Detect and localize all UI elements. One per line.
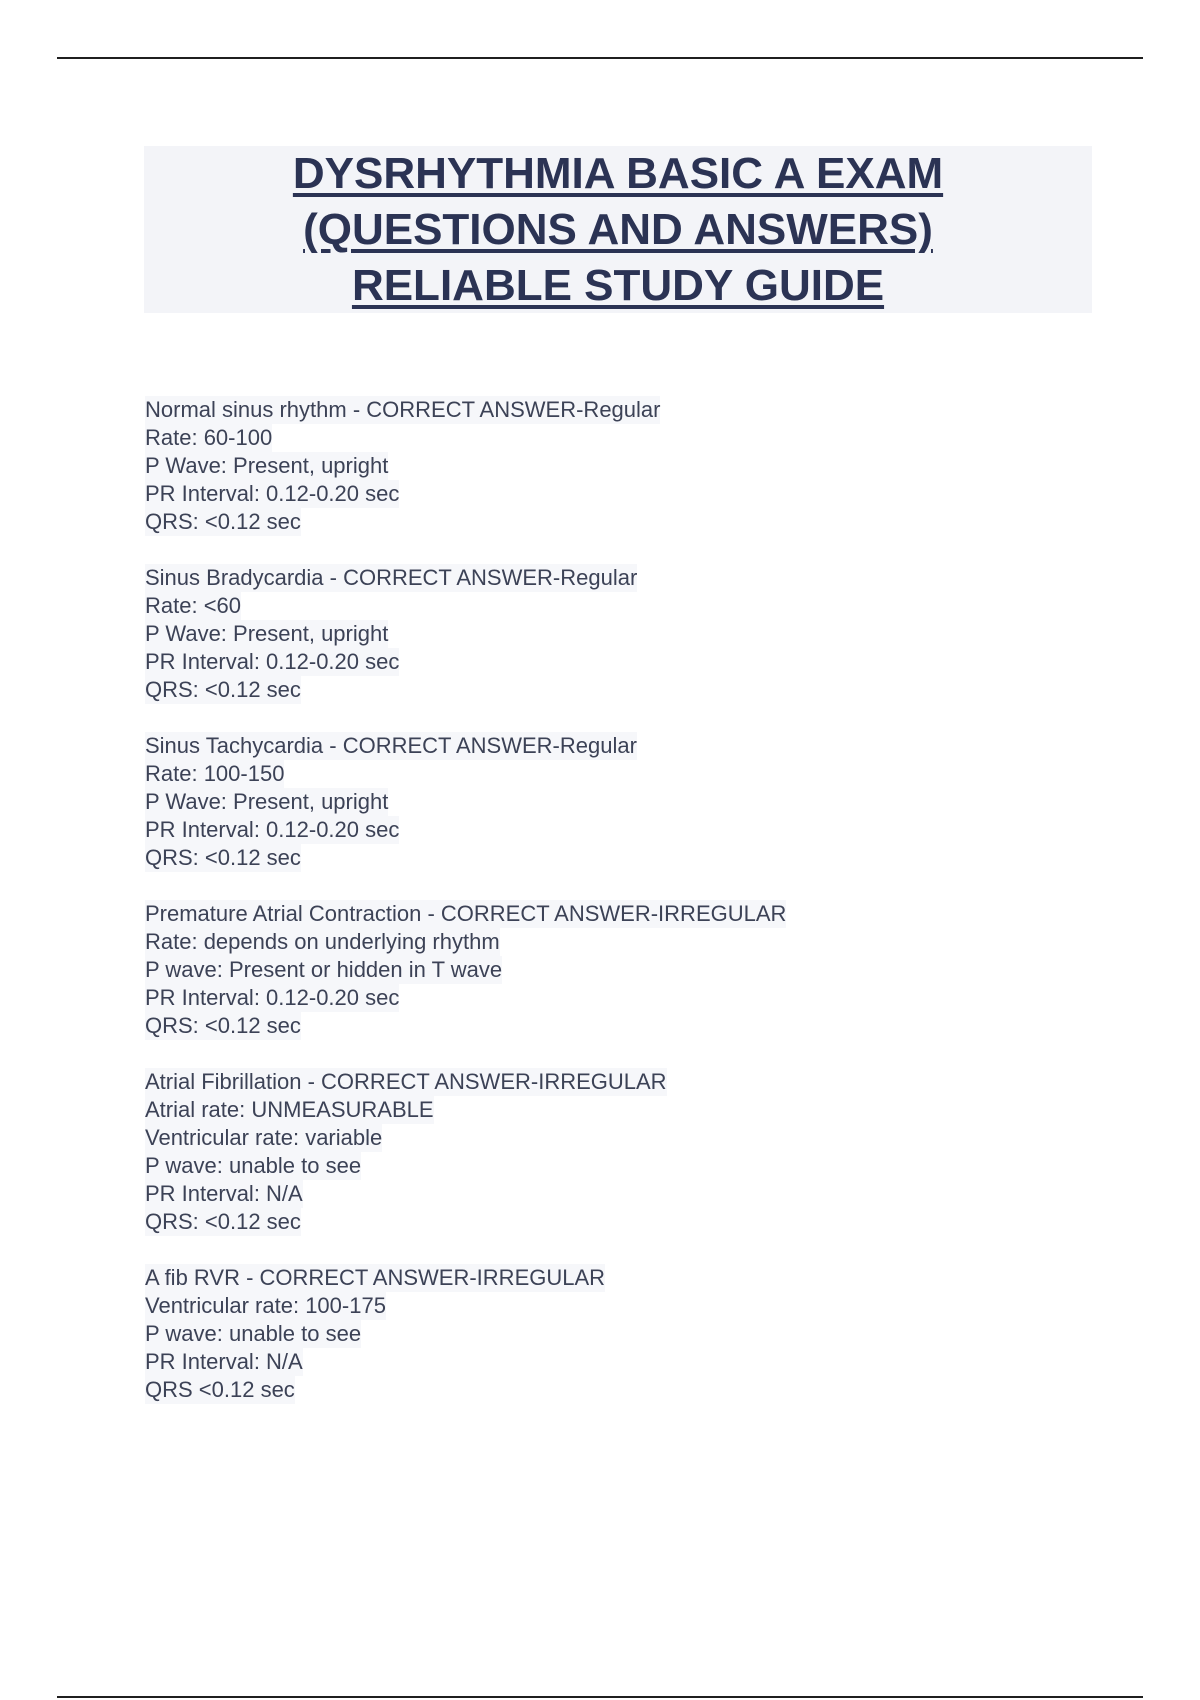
qa-detail: QRS: <0.12 sec xyxy=(145,845,301,870)
qa-detail: P wave: unable to see xyxy=(145,1153,362,1178)
qa-detail: Atrial rate: UNMEASURABLE xyxy=(145,1097,434,1122)
qa-detail: Ventricular rate: variable xyxy=(145,1125,383,1150)
qa-detail: PR Interval: 0.12-0.20 sec xyxy=(145,817,400,842)
qa-detail: QRS <0.12 sec xyxy=(145,1377,295,1402)
document-title xyxy=(144,146,1092,313)
qa-detail: QRS: <0.12 sec xyxy=(145,677,301,702)
qa-entry-premature-atrial-contraction xyxy=(145,900,1045,1040)
qa-entry-a-fib-rvr xyxy=(145,1264,1045,1404)
qa-detail: QRS: <0.12 sec xyxy=(145,509,301,534)
qa-heading: Normal sinus rhythm - CORRECT ANSWER-Regular xyxy=(145,397,661,422)
qa-detail: P wave: Present or hidden in T wave xyxy=(145,957,503,982)
qa-detail: P wave: unable to see xyxy=(145,1321,362,1346)
qa-heading: Sinus Tachycardia - CORRECT ANSWER-Regular xyxy=(145,733,637,758)
qa-detail: Rate: depends on underlying rhythm xyxy=(145,929,500,954)
qa-detail: P Wave: Present, upright xyxy=(145,789,389,814)
qa-entry-normal-sinus-rhythm xyxy=(145,396,1045,536)
title-line-3: RELIABLE STUDY GUIDE xyxy=(351,260,885,310)
qa-detail: P Wave: Present, upright xyxy=(145,453,389,478)
title-line-1: DYSRHYTHMIA BASIC A EXAM xyxy=(292,148,944,198)
top-divider xyxy=(57,57,1143,59)
qa-entry-sinus-tachycardia xyxy=(145,732,1045,872)
qa-heading: Premature Atrial Contraction - CORRECT ANSWER-IRREGULAR xyxy=(145,901,787,926)
qa-entry-sinus-bradycardia xyxy=(145,564,1045,704)
qa-detail: Rate: 60-100 xyxy=(145,425,273,450)
qa-list xyxy=(145,396,1045,1432)
qa-detail: PR Interval: 0.12-0.20 sec xyxy=(145,649,400,674)
qa-entry-atrial-fibrillation xyxy=(145,1068,1045,1236)
qa-heading: A fib RVR - CORRECT ANSWER-IRREGULAR xyxy=(145,1265,606,1290)
title-line-2: (QUESTIONS AND ANSWERS) xyxy=(303,204,933,254)
qa-heading: Atrial Fibrillation - CORRECT ANSWER-IRREGULAR xyxy=(145,1069,667,1094)
qa-detail: Ventricular rate: 100-175 xyxy=(145,1293,386,1318)
qa-detail: Rate: <60 xyxy=(145,593,242,618)
qa-heading: Sinus Bradycardia - CORRECT ANSWER-Regular xyxy=(145,565,638,590)
qa-detail: QRS: <0.12 sec xyxy=(145,1013,301,1038)
bottom-divider xyxy=(57,1696,1143,1698)
qa-detail: QRS: <0.12 sec xyxy=(145,1209,301,1234)
qa-detail: P Wave: Present, upright xyxy=(145,621,389,646)
qa-detail: PR Interval: 0.12-0.20 sec xyxy=(145,481,400,506)
qa-detail: Rate: 100-150 xyxy=(145,761,285,786)
qa-detail: PR Interval: 0.12-0.20 sec xyxy=(145,985,400,1010)
qa-detail: PR Interval: N/A xyxy=(145,1349,303,1374)
qa-detail: PR Interval: N/A xyxy=(145,1181,303,1206)
